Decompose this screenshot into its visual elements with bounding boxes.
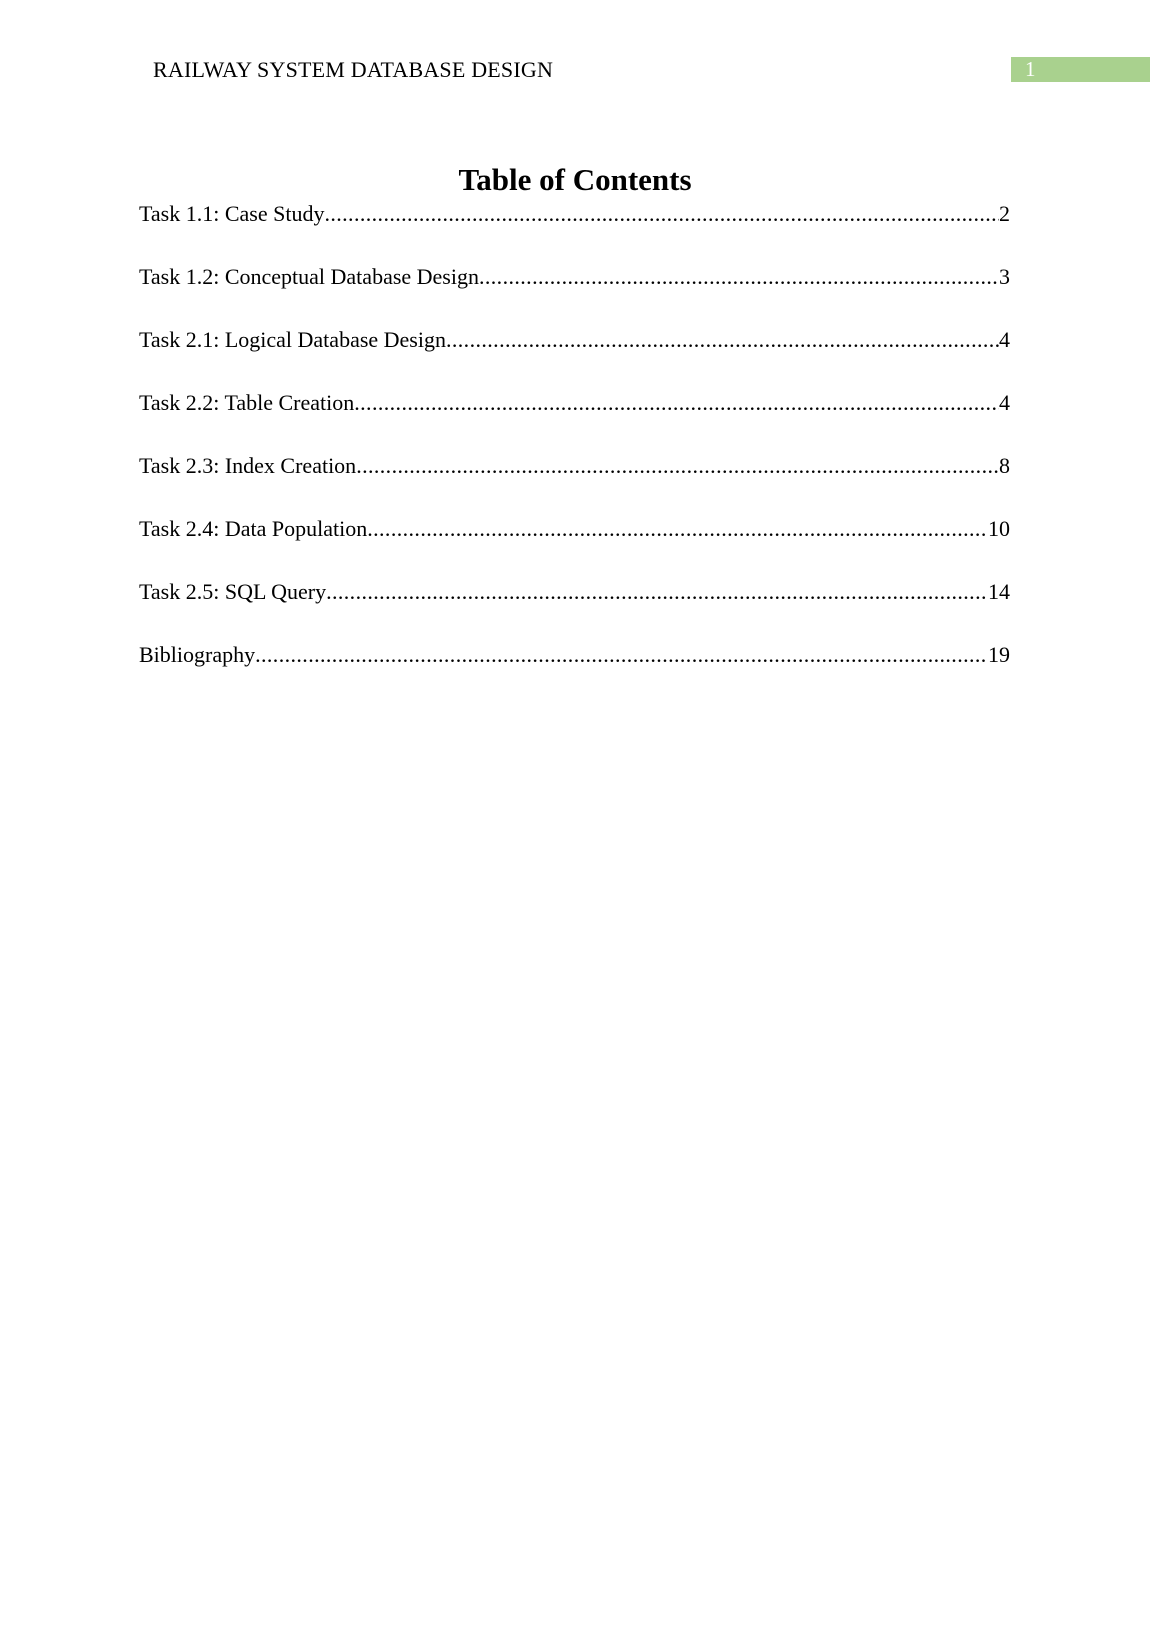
toc-dot-leader — [446, 323, 999, 357]
toc-entry[interactable] — [139, 197, 1010, 260]
toc-entry-title: Task 1.1: Case Study — [139, 201, 325, 226]
toc-entry[interactable] — [139, 512, 1010, 575]
toc-entry-title: Task 2.1: Logical Database Design — [139, 327, 446, 352]
toc-entry-page: 3 — [999, 264, 1010, 289]
toc-entry-title: Task 1.2: Conceptual Database Design — [139, 264, 479, 289]
toc-dot-leader — [354, 386, 999, 420]
toc-dot-leader — [324, 197, 999, 231]
toc-dot-leader — [479, 260, 999, 294]
toc-dot-leader — [356, 449, 999, 483]
toc-entry[interactable] — [139, 386, 1010, 449]
toc-entry-page: 14 — [988, 579, 1010, 604]
toc-entry[interactable] — [139, 449, 1010, 512]
toc-entry-title: Task 2.3: Index Creation — [139, 453, 357, 478]
toc-entry-page: 4 — [999, 327, 1010, 352]
toc-entry-page: 8 — [999, 453, 1010, 478]
toc-dot-leader — [326, 575, 988, 609]
toc-entry[interactable] — [139, 260, 1010, 323]
toc-entry[interactable] — [139, 638, 1010, 701]
page-number: 1 — [1025, 57, 1036, 81]
toc-entry-page: 4 — [999, 390, 1010, 415]
toc-entry-page: 10 — [988, 516, 1010, 541]
toc-entry-title: Task 2.4: Data Population — [139, 516, 368, 541]
toc-dot-leader — [255, 638, 988, 672]
toc-entry[interactable] — [139, 323, 1010, 386]
running-head: RAILWAY SYSTEM DATABASE DESIGN — [153, 57, 554, 82]
toc-entry-page: 19 — [988, 642, 1010, 667]
toc-entry-page: 2 — [999, 201, 1010, 226]
toc-dot-leader — [367, 512, 988, 546]
toc-entry[interactable] — [139, 575, 1010, 638]
toc-entry-title: Task 2.5: SQL Query — [139, 579, 327, 604]
toc-title: Table of Contents — [458, 162, 692, 197]
toc-entry-title: Task 2.2: Table Creation — [139, 390, 355, 415]
toc-entry-title: Bibliography — [139, 642, 256, 667]
page-number-badge — [1011, 57, 1150, 82]
table-of-contents — [139, 197, 1010, 701]
